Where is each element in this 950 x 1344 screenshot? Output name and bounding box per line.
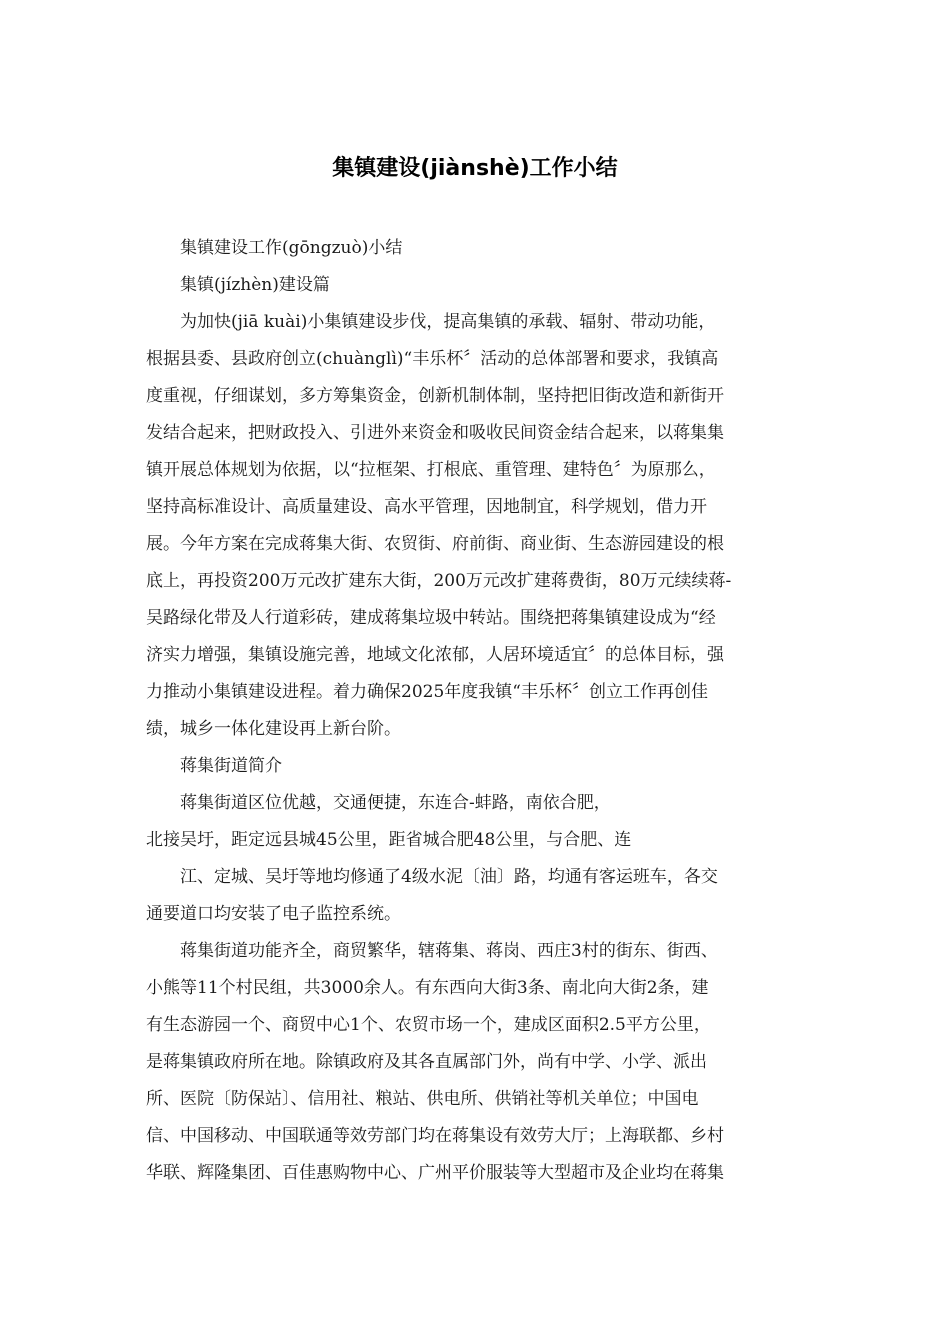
function-line: 是蒋集镇政府所在地。除镇政府及其各直属部门外，尚有中学、小学、派出 xyxy=(146,1052,707,1072)
heading-town-construction: 集镇(jízhèn)建设篇 xyxy=(180,275,330,295)
function-line: 有生态游园一个、商贸中心1个、农贸市场一个，建成区面积2.5平方公里， xyxy=(146,1015,711,1035)
intro-line: 为加快(jiā kuài)小集镇建设步伐，提高集镇的承载、辐射、带动功能， xyxy=(180,312,716,332)
intro-line: 底上，再投资200万元改扩建东大街，200万元改扩建蒋费街，80万元续续蒋- xyxy=(146,571,732,591)
intro-line: 展。今年方案在完成蒋集大街、农贸街、府前街、商业街、生态游园建设的根 xyxy=(146,534,724,554)
intro-line: 坚持高标准设计、高质量建设、高水平管理，因地制宜，科学规划，借力开 xyxy=(146,497,707,517)
intro-line: 根据县委、县政府创立(chuànglì)“丰乐杯〞活动的总体部署和要求，我镇高 xyxy=(146,349,719,369)
intro-line: 力推动小集镇建设进程。着力确保2025年度我镇“丰乐杯〞创立工作再创佳 xyxy=(146,682,708,702)
document-title: 集镇建设(jiànshè)工作小结 xyxy=(332,156,618,181)
intro-line: 绩，城乡一体化建设再上新台阶。 xyxy=(146,719,401,739)
intro-line: 度重视，仔细谋划，多方筹集资金，创新机制体制，坚持把旧街改造和新街开 xyxy=(146,386,724,406)
function-line: 信、中国移动、中国联通等效劳部门均在蒋集设有效劳大厅；上海联都、乡村 xyxy=(146,1126,724,1146)
intro-line: 济实力增强，集镇设施完善，地域文化浓郁，人居环境适宜〞的总体目标，强 xyxy=(146,645,724,665)
function-line: 小熊等11个村民组，共3000余人。有东西向大街3条、南北向大街2条，建 xyxy=(146,978,709,998)
location-line: 蒋集街道区位优越，交通便捷，东连合-蚌路，南依合肥， xyxy=(180,793,611,813)
document-body xyxy=(146,230,806,1192)
intro-line: 镇开展总体规划为依据，以“拉框架、打根底、重管理、建特色〞为原那么， xyxy=(146,460,716,480)
function-line: 所、医院〔防保站〕、信用社、粮站、供电所、供销社等机关单位；中国电 xyxy=(146,1089,699,1109)
heading-street-intro: 蒋集街道简介 xyxy=(180,756,282,776)
location-line: 北接吴圩，距定远县城45公里，距省城合肥48公里，与合肥、连 xyxy=(146,830,632,850)
intro-line: 发结合起来，把财政投入、引进外来资金和吸收民间资金结合起来，以蒋集集 xyxy=(146,423,724,443)
function-line: 蒋集街道功能齐全，商贸繁华，辖蒋集、蒋岗、西庄3村的街东、街西、 xyxy=(180,941,718,961)
intro-line: 吴路绿化带及人行道彩砖，建成蒋集垃圾中转站。围绕把蒋集镇建设成为“经 xyxy=(146,608,716,628)
location-line: 江、定城、吴圩等地均修通了4级水泥〔油〕路，均通有客运班车，各交 xyxy=(180,867,718,887)
heading-work-summary: 集镇建设工作(gōngzuò)小结 xyxy=(180,238,403,258)
function-line: 华联、辉隆集团、百佳惠购物中心、广州平价服装等大型超市及企业均在蒋集 xyxy=(146,1163,724,1183)
location-line: 通要道口均安装了电子监控系统。 xyxy=(146,904,401,924)
